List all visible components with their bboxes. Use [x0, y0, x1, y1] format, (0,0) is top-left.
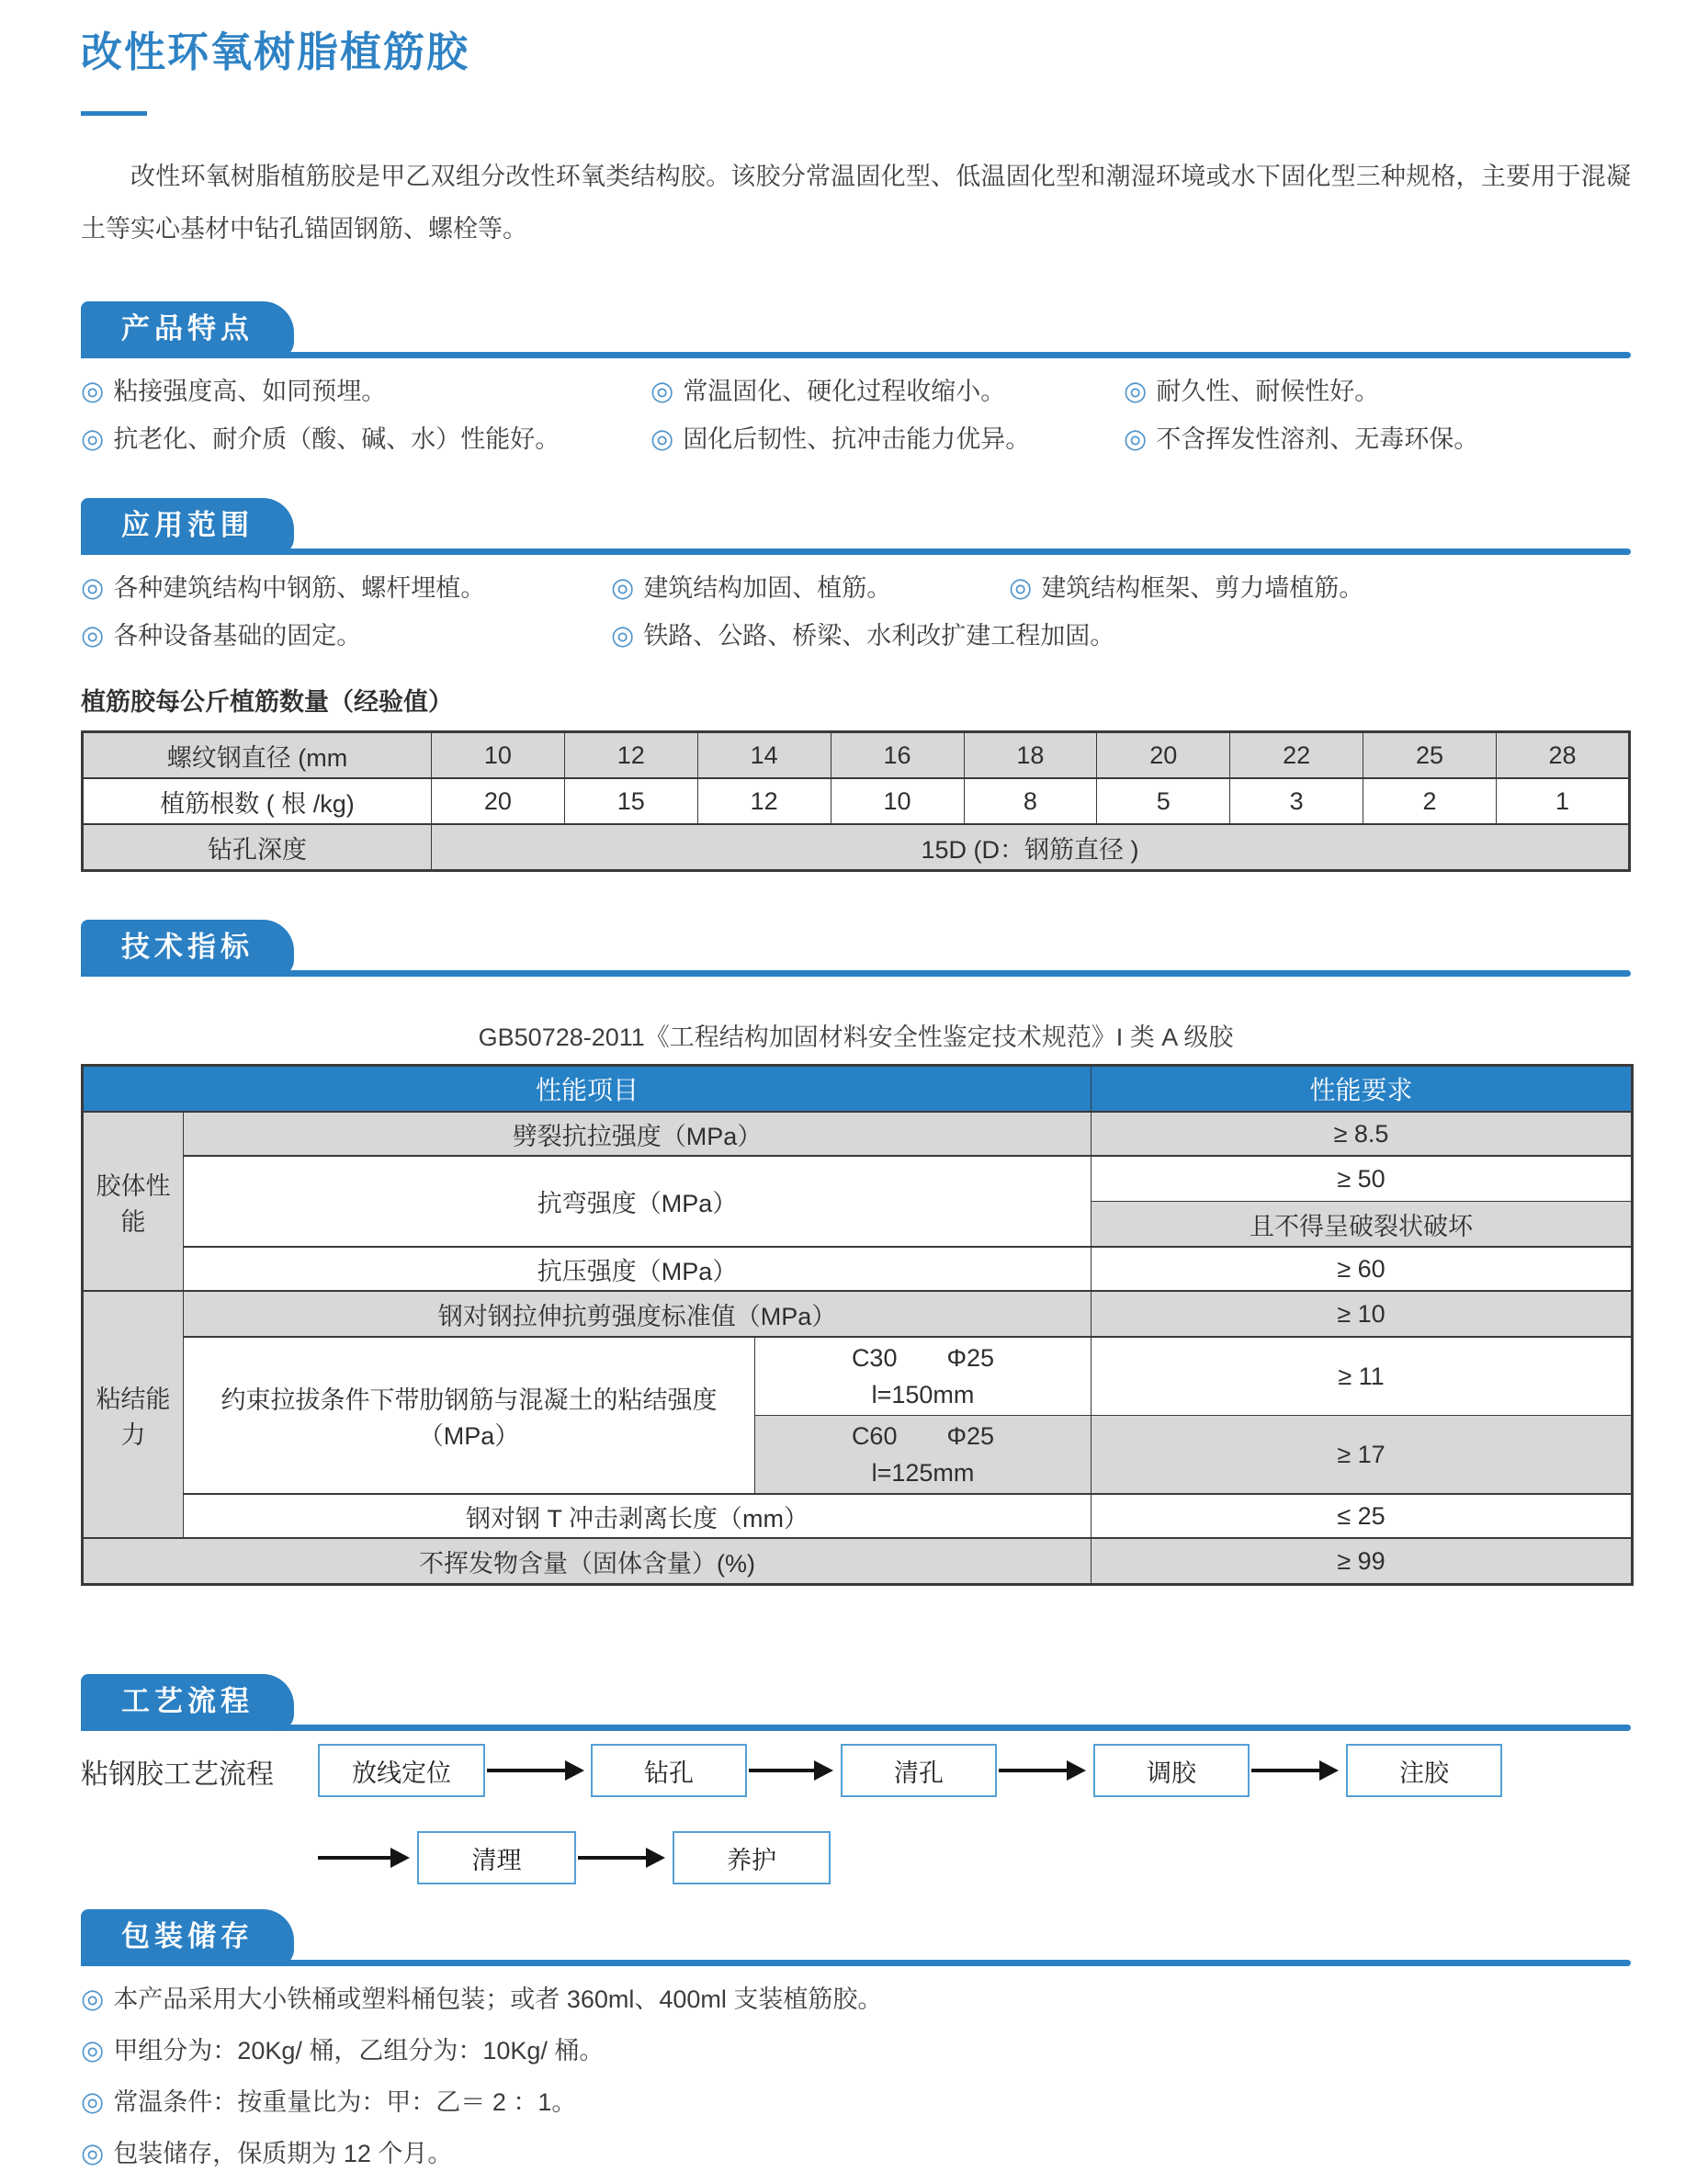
section-badge-process: 工艺流程	[81, 1674, 294, 1731]
table-row	[83, 1112, 1633, 1156]
storage-item	[81, 2084, 1631, 2121]
arrow-right-icon	[318, 1856, 391, 1860]
arrow-right-icon	[487, 1769, 566, 1772]
table-cell: 15D (D：钢筋直径 )	[432, 824, 1630, 871]
storage-item	[81, 1981, 1631, 2018]
table-row	[83, 732, 1630, 779]
feature-item	[81, 421, 650, 458]
section-rule	[81, 970, 1631, 977]
feature-text: 抗老化、耐介质（酸、碱、水）性能好。	[113, 425, 560, 453]
tech-standard-caption: GB50728-2011《工程结构加固材料安全性鉴定技术规范》I 类 A 级胶	[478, 1024, 1234, 1051]
property-label: 抗弯强度（MPa）	[184, 1156, 1092, 1247]
bullseye-icon: ◎	[81, 621, 105, 650]
arrow-right-icon	[578, 1856, 647, 1860]
section-badge-storage: 包装储存	[81, 1909, 294, 1966]
table-cell: 22	[1230, 732, 1363, 779]
storage-item	[81, 2032, 1631, 2069]
section-rule	[81, 1725, 1631, 1731]
section-rule	[81, 1960, 1631, 1966]
requirement-value: ≥ 8.5	[1092, 1112, 1633, 1156]
bullseye-icon: ◎	[81, 2087, 105, 2117]
section-badge-features: 产品特点	[81, 301, 294, 358]
flow-subtitle: 粘钢胶工艺流程	[81, 1759, 274, 1790]
applications-list	[81, 570, 1631, 654]
tech-spec-table	[81, 1064, 1634, 1586]
title-underline-dash	[81, 111, 147, 116]
flow-step: 钻孔	[591, 1744, 747, 1797]
requirement-value: 且不得呈破裂状破坏	[1092, 1202, 1633, 1248]
arrow-right-icon	[1251, 1769, 1320, 1772]
condition-cell	[755, 1337, 1092, 1416]
table-cell: 3	[1230, 778, 1363, 824]
feature-text: 固化后韧性、抗冲击能力优异。	[683, 425, 1031, 453]
flow-step: 清理	[417, 1831, 576, 1884]
rebar-count-table	[81, 730, 1631, 872]
section-header-applications	[81, 492, 1631, 555]
bullseye-icon: ◎	[81, 424, 105, 454]
table-row	[83, 1538, 1633, 1585]
storage-text: 甲组分为：20Kg/ 桶，乙组分为：10Kg/ 桶。	[113, 2037, 605, 2065]
property-label: 不挥发物含量（固体含量）(%)	[83, 1538, 1092, 1585]
section-header-tech	[81, 914, 1631, 977]
application-item	[611, 570, 1009, 606]
table-row	[83, 1156, 1633, 1202]
table-cell: 15	[564, 778, 697, 824]
application-item	[1009, 570, 1631, 606]
table-cell: 5	[1097, 778, 1230, 824]
table-cell: 14	[697, 732, 831, 779]
storage-text: 包装储存，保质期为 12 个月。	[113, 2140, 453, 2167]
table-cell: 2	[1363, 778, 1497, 824]
arrow-right-icon	[749, 1769, 815, 1772]
feature-text: 不含挥发性溶剂、无毒环保。	[1156, 425, 1479, 453]
bullseye-icon: ◎	[81, 573, 105, 603]
application-item	[81, 570, 611, 606]
condition-line: C30 Φ25	[851, 1344, 995, 1372]
section-header-features	[81, 296, 1631, 358]
rebar-table-title: 植筋胶每公斤植筋数量（经验值）	[81, 688, 453, 716]
bullseye-icon: ◎	[1124, 424, 1148, 454]
row-header-cell: 植筋根数 ( 根 /kg)	[83, 778, 432, 824]
table-cell: 20	[432, 778, 565, 824]
arrow-right-icon	[999, 1769, 1068, 1772]
property-label: 钢对钢拉伸抗剪强度标准值（MPa）	[184, 1291, 1092, 1337]
bullseye-icon: ◎	[611, 573, 635, 603]
application-item	[1009, 617, 1631, 654]
feature-item	[650, 421, 1124, 458]
application-text: 铁路、公路、桥梁、水利改扩建工程加固。	[643, 622, 1115, 650]
application-text: 各种建筑结构中钢筋、螺杆埋植。	[113, 574, 486, 602]
bullseye-icon: ◎	[1124, 377, 1148, 406]
flow-step: 养护	[673, 1831, 831, 1884]
flow-step: 注胶	[1346, 1744, 1502, 1797]
table-cell: 18	[964, 732, 1097, 779]
features-list	[81, 373, 1631, 458]
requirement-value: ≥ 99	[1092, 1538, 1633, 1585]
table-cell: 16	[831, 732, 964, 779]
storage-list	[81, 1981, 1631, 2172]
application-text: 建筑结构加固、植筋。	[643, 574, 892, 602]
table-header-row	[83, 1066, 1633, 1113]
feature-item	[81, 373, 650, 410]
row-header-cell: 螺纹钢直径 (mm	[83, 732, 432, 779]
section-rule	[81, 352, 1631, 358]
property-label: 抗压强度（MPa）	[184, 1247, 1092, 1291]
storage-text: 本产品采用大小铁桶或塑料桶包装；或者 360ml、400ml 支装植筋胶。	[113, 1985, 883, 2013]
section-header-process	[81, 1669, 1631, 1731]
row-header-cell: 钻孔深度	[83, 824, 432, 871]
condition-line: C60 Φ25	[851, 1422, 995, 1450]
table-row	[83, 1337, 1633, 1416]
requirement-value: ≥ 60	[1092, 1247, 1633, 1291]
bullseye-icon: ◎	[81, 1985, 105, 2014]
intro-paragraph: 改性环氧树脂植筋胶是甲乙双组分改性环氧类结构胶。该胶分常温固化型、低温固化型和潮湿环境或水下固化型三种规格，主要用于混凝土等实心基材中钻孔锚固钢筋、螺栓等。	[81, 163, 1631, 243]
application-text: 建筑结构框架、剪力墙植筋。	[1041, 574, 1364, 602]
feature-text: 常温固化、硬化过程收缩小。	[683, 378, 1006, 405]
feature-item	[1124, 421, 1631, 458]
property-label: 劈裂抗拉强度（MPa）	[184, 1112, 1092, 1156]
bullseye-icon: ◎	[81, 377, 105, 406]
condition-cell	[755, 1416, 1092, 1495]
table-cell: 12	[564, 732, 697, 779]
requirement-value: ≥ 10	[1092, 1291, 1633, 1337]
bullseye-icon: ◎	[1009, 573, 1033, 603]
table-cell: 1	[1497, 778, 1630, 824]
bullseye-icon: ◎	[650, 377, 674, 406]
feature-text: 粘接强度高、如同预埋。	[113, 378, 387, 405]
feature-item	[650, 373, 1124, 410]
feature-item	[1124, 373, 1631, 410]
table-cell: 12	[697, 778, 831, 824]
flow-step: 放线定位	[318, 1744, 485, 1797]
application-item	[611, 617, 1115, 654]
table-row	[83, 824, 1630, 871]
table-cell: 10	[831, 778, 964, 824]
column-header: 性能要求	[1092, 1066, 1633, 1113]
property-label: 约束拉拔条件下带肋钢筋与混凝土的粘结强度（MPa）	[184, 1337, 755, 1494]
requirement-value: ≥ 17	[1092, 1416, 1633, 1495]
table-row	[83, 1291, 1633, 1337]
table-cell: 28	[1497, 732, 1630, 779]
page-title: 改性环氧树脂植筋胶	[81, 28, 470, 75]
requirement-value: ≥ 11	[1092, 1337, 1633, 1416]
storage-text: 常温条件：按重量比为：甲：乙＝ 2 ：1。	[113, 2088, 577, 2116]
bullseye-icon: ◎	[81, 2036, 105, 2065]
section-badge-applications: 应用范围	[81, 498, 294, 555]
application-item	[81, 617, 611, 654]
requirement-value: ≤ 25	[1092, 1494, 1633, 1538]
table-row	[83, 778, 1630, 824]
requirement-value: ≥ 50	[1092, 1156, 1633, 1202]
process-flowchart	[81, 1744, 1631, 1900]
flow-step: 清孔	[841, 1744, 997, 1797]
table-cell: 25	[1363, 732, 1497, 779]
column-header: 性能项目	[83, 1066, 1092, 1113]
application-text: 各种设备基础的固定。	[113, 622, 362, 650]
bullseye-icon: ◎	[81, 2139, 105, 2168]
table-cell: 10	[432, 732, 565, 779]
condition-line: l=125mm	[871, 1459, 975, 1487]
property-label: 钢对钢 T 冲击剥离长度（mm）	[184, 1494, 1092, 1538]
table-cell: 8	[964, 778, 1097, 824]
feature-text: 耐久性、耐候性好。	[1156, 378, 1380, 405]
storage-item	[81, 2135, 1631, 2172]
table-row	[83, 1494, 1633, 1538]
table-cell: 20	[1097, 732, 1230, 779]
group-label: 粘结能力	[83, 1291, 184, 1538]
bullseye-icon: ◎	[650, 424, 674, 454]
group-label: 胶体性能	[83, 1112, 184, 1291]
condition-line: l=150mm	[871, 1381, 975, 1408]
section-rule	[81, 549, 1631, 555]
section-badge-tech: 技术指标	[81, 920, 294, 977]
table-row	[83, 1247, 1633, 1291]
bullseye-icon: ◎	[611, 621, 635, 650]
section-header-storage	[81, 1904, 1631, 1966]
flow-step: 调胶	[1093, 1744, 1250, 1797]
